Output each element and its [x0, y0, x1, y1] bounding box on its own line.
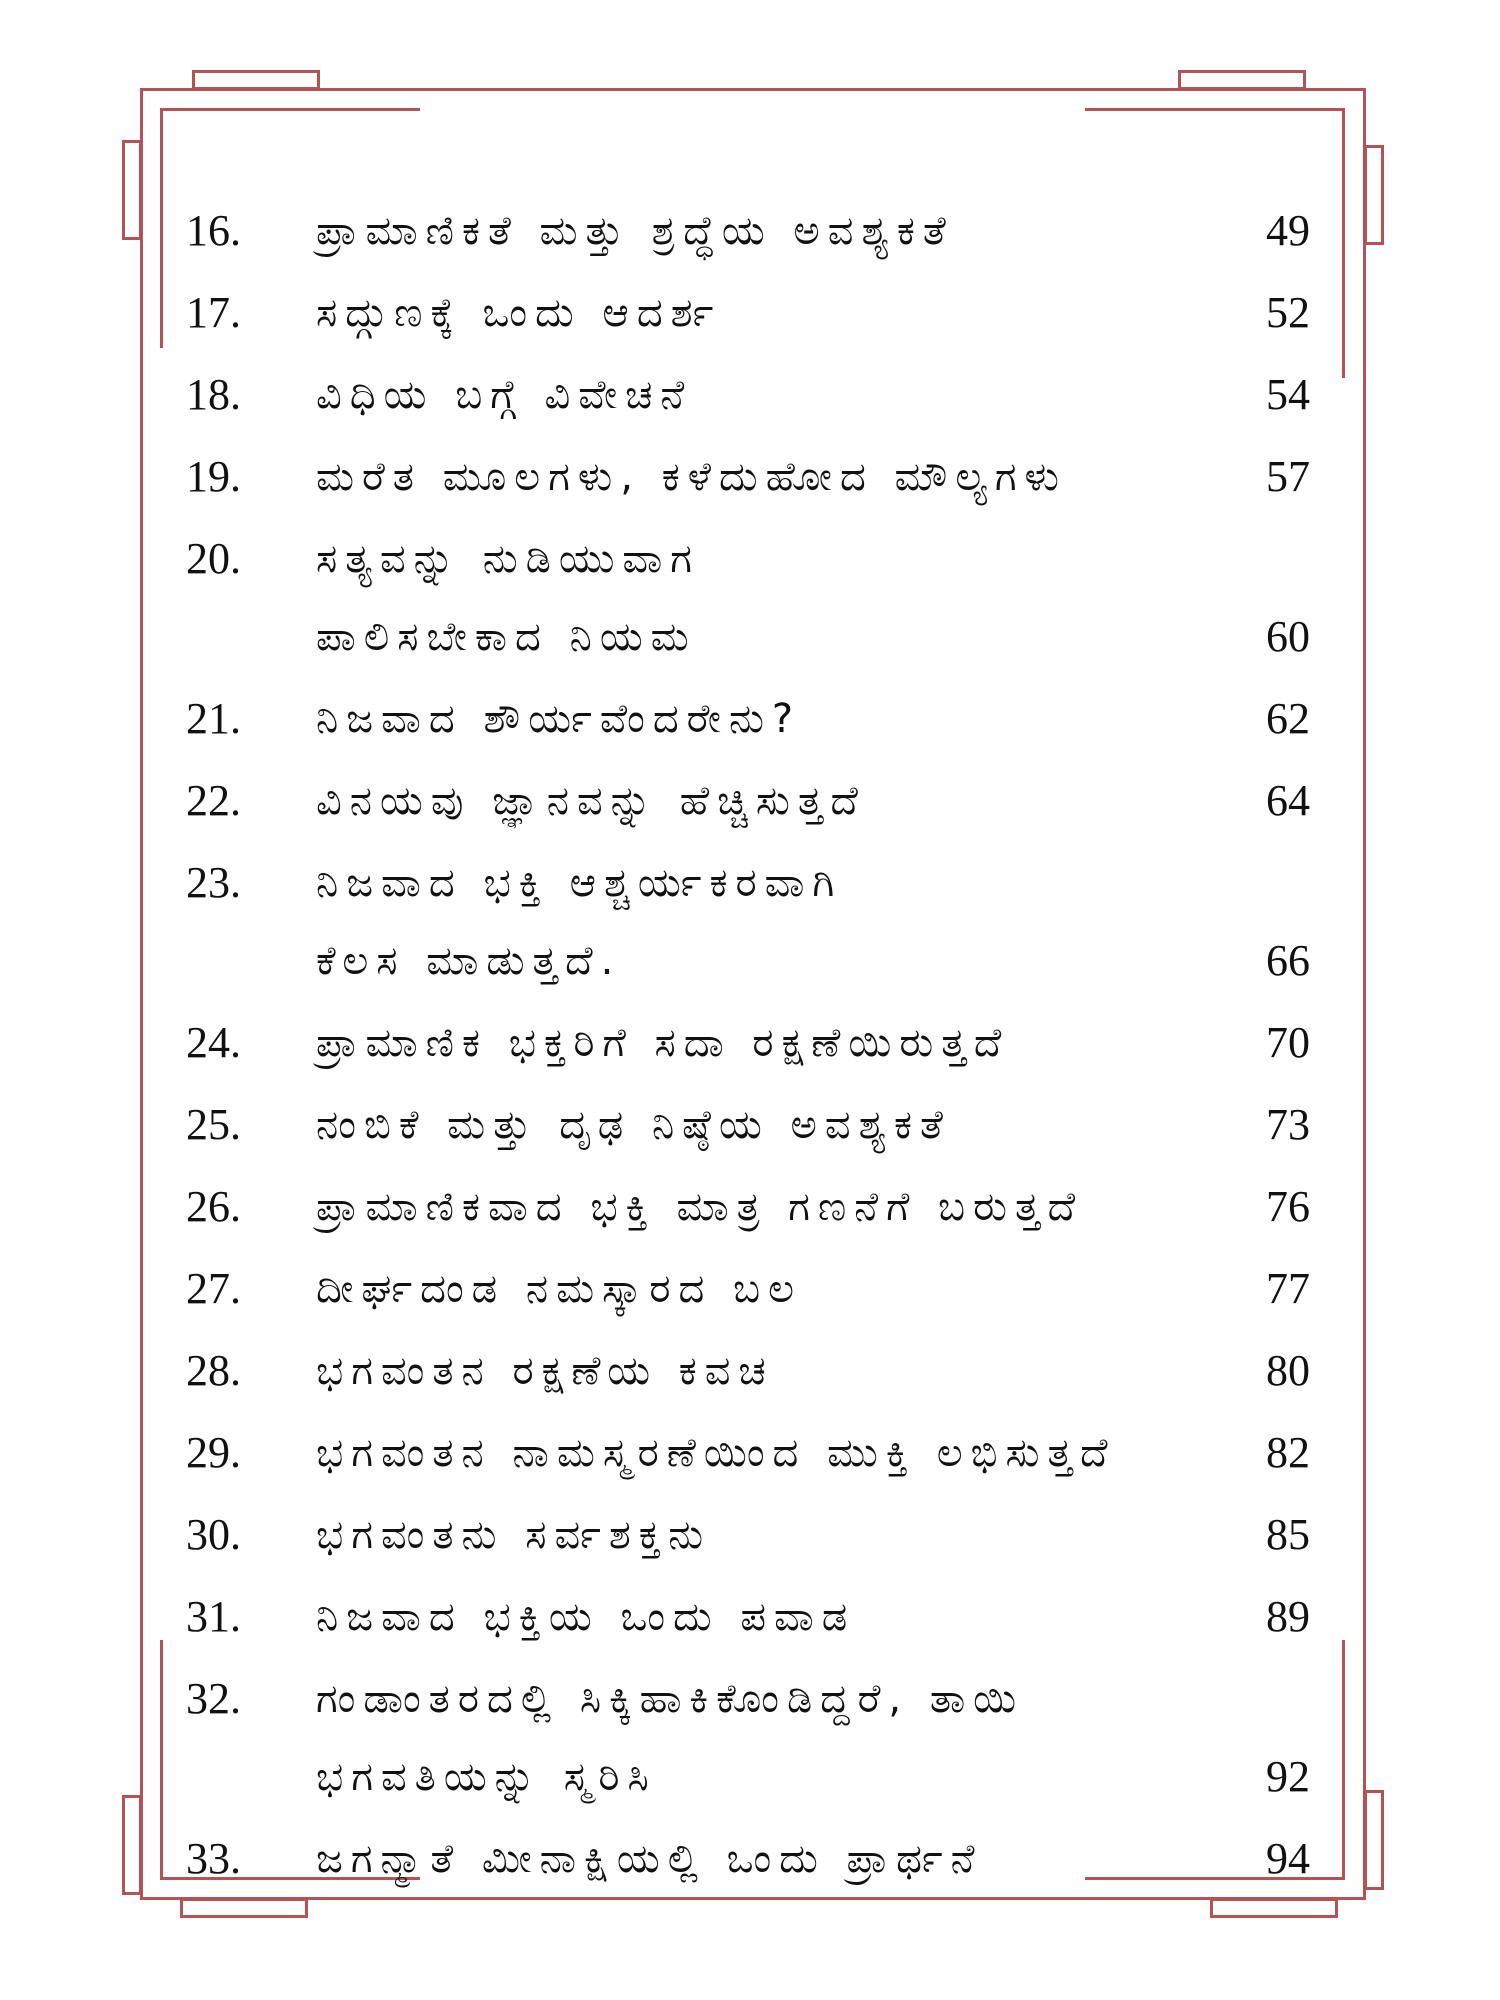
frame-tab-left-top — [122, 140, 142, 240]
entry-page-number: 49 — [1266, 206, 1310, 255]
toc-entry — [180, 272, 1310, 354]
entry-page-number: 76 — [1266, 1182, 1310, 1231]
entry-number: 33. — [186, 1834, 241, 1883]
entry-title — [316, 1412, 1310, 1494]
entry-page-number: 92 — [1266, 1752, 1310, 1801]
entry-number: 28. — [186, 1346, 241, 1395]
toc-entry — [180, 1166, 1310, 1248]
entry-title-line: ಭಗವಂತನ ರಕ್ಷಣೆಯ ಕವಚ — [316, 1348, 774, 1394]
entry-page-number: 54 — [1266, 370, 1310, 419]
entry-number: 24. — [186, 1018, 241, 1067]
entry-title-line: ನಿಜವಾದ ಶೌರ್ಯವೆಂದರೇನು? — [316, 696, 802, 742]
entry-title — [316, 760, 1310, 842]
entry-number: 26. — [186, 1182, 241, 1231]
frame-tab-bottom-left — [180, 1898, 308, 1918]
entry-title — [316, 842, 1310, 1002]
frame-tab-bottom-right — [1210, 1898, 1338, 1918]
entry-title — [316, 1248, 1310, 1330]
entry-number: 32. — [186, 1674, 241, 1723]
entry-title-line: ಪ್ರಾಮಾಣಿಕತೆ ಮತ್ತು ಶ್ರದ್ಧೆಯ ಅವಶ್ಯಕತೆ — [316, 208, 954, 254]
entry-number: 19. — [186, 452, 241, 501]
toc-entry — [180, 1330, 1310, 1412]
toc-entry — [180, 1818, 1310, 1900]
entry-title-line: ಕೆಲಸ ಮಾಡುತ್ತದೆ. — [316, 938, 622, 984]
entry-title-line: ಭಗವಂತನ ನಾಮಸ್ಮರಣೆಯಿಂದ ಮುಕ್ತಿ ಲಭಿಸುತ್ತದೆ — [316, 1430, 1116, 1476]
entry-title-line: ಜಗನ್ಮಾತೆ ಮೀನಾಕ್ಷಿಯಲ್ಲಿ ಒಂದು ಪ್ರಾರ್ಥನೆ — [316, 1836, 983, 1882]
entry-title — [316, 190, 1310, 272]
frame-corner-bottom-left-v — [160, 1640, 163, 1880]
frame-corner-bottom-right-v — [1342, 1640, 1345, 1880]
toc-entry — [180, 1658, 1310, 1818]
entry-title-line: ಭಗವತಿಯನ್ನು ಸ್ಮರಿಸಿ — [316, 1754, 657, 1800]
entry-title — [316, 518, 1310, 678]
entry-page-number: 73 — [1266, 1100, 1310, 1149]
entry-title-line: ನಿಜವಾದ ಭಕ್ತಿಯ ಒಂದು ಪವಾಡ — [316, 1594, 856, 1640]
entry-title — [316, 1166, 1310, 1248]
entry-title — [316, 1576, 1310, 1658]
entry-title — [316, 436, 1310, 518]
toc-entry — [180, 1002, 1310, 1084]
toc-entry — [180, 354, 1310, 436]
entry-title-line: ನಂಬಿಕೆ ಮತ್ತು ದೃಢ ನಿಷ್ಠೆಯ ಅವಶ್ಯಕತೆ — [316, 1102, 951, 1148]
entry-title — [316, 678, 1310, 760]
frame-tab-top-right — [1178, 70, 1306, 90]
entry-title — [316, 354, 1310, 436]
entry-page-number: 66 — [1266, 936, 1310, 985]
toc-entry — [180, 190, 1310, 272]
entry-title-line: ಪ್ರಾಮಾಣಿಕವಾದ ಭಕ್ತಿ ಮಾತ್ರ ಗಣನೆಗೆ ಬರುತ್ತದೆ — [316, 1184, 1084, 1230]
entry-number: 18. — [186, 370, 241, 419]
entry-number: 25. — [186, 1100, 241, 1149]
entry-number: 31. — [186, 1592, 241, 1641]
entry-page-number: 94 — [1266, 1834, 1310, 1883]
entry-title-line: ಸತ್ಯವನ್ನು ನುಡಿಯುವಾಗ — [316, 536, 700, 582]
entry-number: 22. — [186, 776, 241, 825]
frame-corner-top-right-v — [1342, 108, 1345, 378]
entry-page-number: 52 — [1266, 288, 1310, 337]
entry-page-number: 70 — [1266, 1018, 1310, 1067]
entry-number: 17. — [186, 288, 241, 337]
entry-number: 29. — [186, 1428, 241, 1477]
entry-page-number: 60 — [1266, 612, 1310, 661]
entry-title-line: ವಿಧಿಯ ಬಗ್ಗೆ ವಿವೇಚನೆ — [316, 372, 693, 418]
toc-entry — [180, 1412, 1310, 1494]
entry-title-line: ಪಾಲಿಸಬೇಕಾದ ನಿಯಮ — [316, 614, 697, 660]
frame-tab-right-bottom — [1364, 1790, 1384, 1890]
frame-tab-top-left — [192, 70, 320, 90]
entry-title-line: ದೀರ್ಘದಂಡ ನಮಸ್ಕಾರದ ಬಲ — [316, 1266, 803, 1312]
entry-title-line: ಗಂಡಾಂತರದಲ್ಲಿ ಸಿಕ್ಕಿಹಾಕಿಕೊಂಡಿದ್ದರೆ, ತಾಯಿ — [316, 1676, 1025, 1722]
entry-page-number: 85 — [1266, 1510, 1310, 1559]
entry-title-line: ಮರೆತ ಮೂಲಗಳು, ಕಳೆದುಹೋದ ಮೌಲ್ಯಗಳು — [316, 454, 1067, 500]
entry-page-number: 77 — [1266, 1264, 1310, 1313]
entry-number: 21. — [186, 694, 241, 743]
toc-entry — [180, 678, 1310, 760]
toc-entry — [180, 1084, 1310, 1166]
frame-corner-top-right-h — [1085, 108, 1345, 111]
entry-page-number: 80 — [1266, 1346, 1310, 1395]
toc-entry — [180, 436, 1310, 518]
entry-title-line: ನಿಜವಾದ ಭಕ್ತಿ ಆಶ್ಚರ್ಯಕರವಾಗಿ — [316, 860, 843, 906]
frame-tab-left-bottom — [122, 1795, 142, 1895]
entry-title — [316, 1494, 1310, 1576]
table-of-contents — [180, 190, 1310, 1900]
entry-number: 27. — [186, 1264, 241, 1313]
frame-corner-top-left-v — [160, 108, 163, 348]
entry-number: 23. — [186, 858, 241, 907]
toc-entry — [180, 518, 1310, 678]
entry-page-number: 64 — [1266, 776, 1310, 825]
entry-title-line: ಭಗವಂತನು ಸರ್ವಶಕ್ತನು — [316, 1512, 712, 1558]
toc-entry — [180, 1248, 1310, 1330]
entry-title — [316, 1084, 1310, 1166]
toc-entry — [180, 1494, 1310, 1576]
entry-title — [316, 1002, 1310, 1084]
entry-title — [316, 1330, 1310, 1412]
entry-title-line: ವಿನಯವು ಜ್ಞಾನವನ್ನು ಹೆಚ್ಚಿಸುತ್ತದೆ — [316, 778, 866, 824]
entry-title — [316, 1818, 1310, 1900]
entry-number: 20. — [186, 534, 241, 583]
entry-number: 30. — [186, 1510, 241, 1559]
toc-entry — [180, 760, 1310, 842]
toc-entry — [180, 1576, 1310, 1658]
entry-page-number: 82 — [1266, 1428, 1310, 1477]
frame-corner-top-left-h — [160, 108, 420, 111]
entry-page-number: 57 — [1266, 452, 1310, 501]
entry-page-number: 62 — [1266, 694, 1310, 743]
entry-title-line: ಪ್ರಾಮಾಣಿಕ ಭಕ್ತರಿಗೆ ಸದಾ ರಕ್ಷಣೆಯಿರುತ್ತದೆ — [316, 1020, 1010, 1066]
entry-title — [316, 272, 1310, 354]
entry-title-line: ಸದ್ಗುಣಕ್ಕೆ ಒಂದು ಆದರ್ಶ — [316, 290, 722, 336]
entry-title — [316, 1658, 1310, 1818]
entry-number: 16. — [186, 206, 241, 255]
toc-entry — [180, 842, 1310, 1002]
frame-tab-right-top — [1364, 145, 1384, 245]
entry-page-number: 89 — [1266, 1592, 1310, 1641]
